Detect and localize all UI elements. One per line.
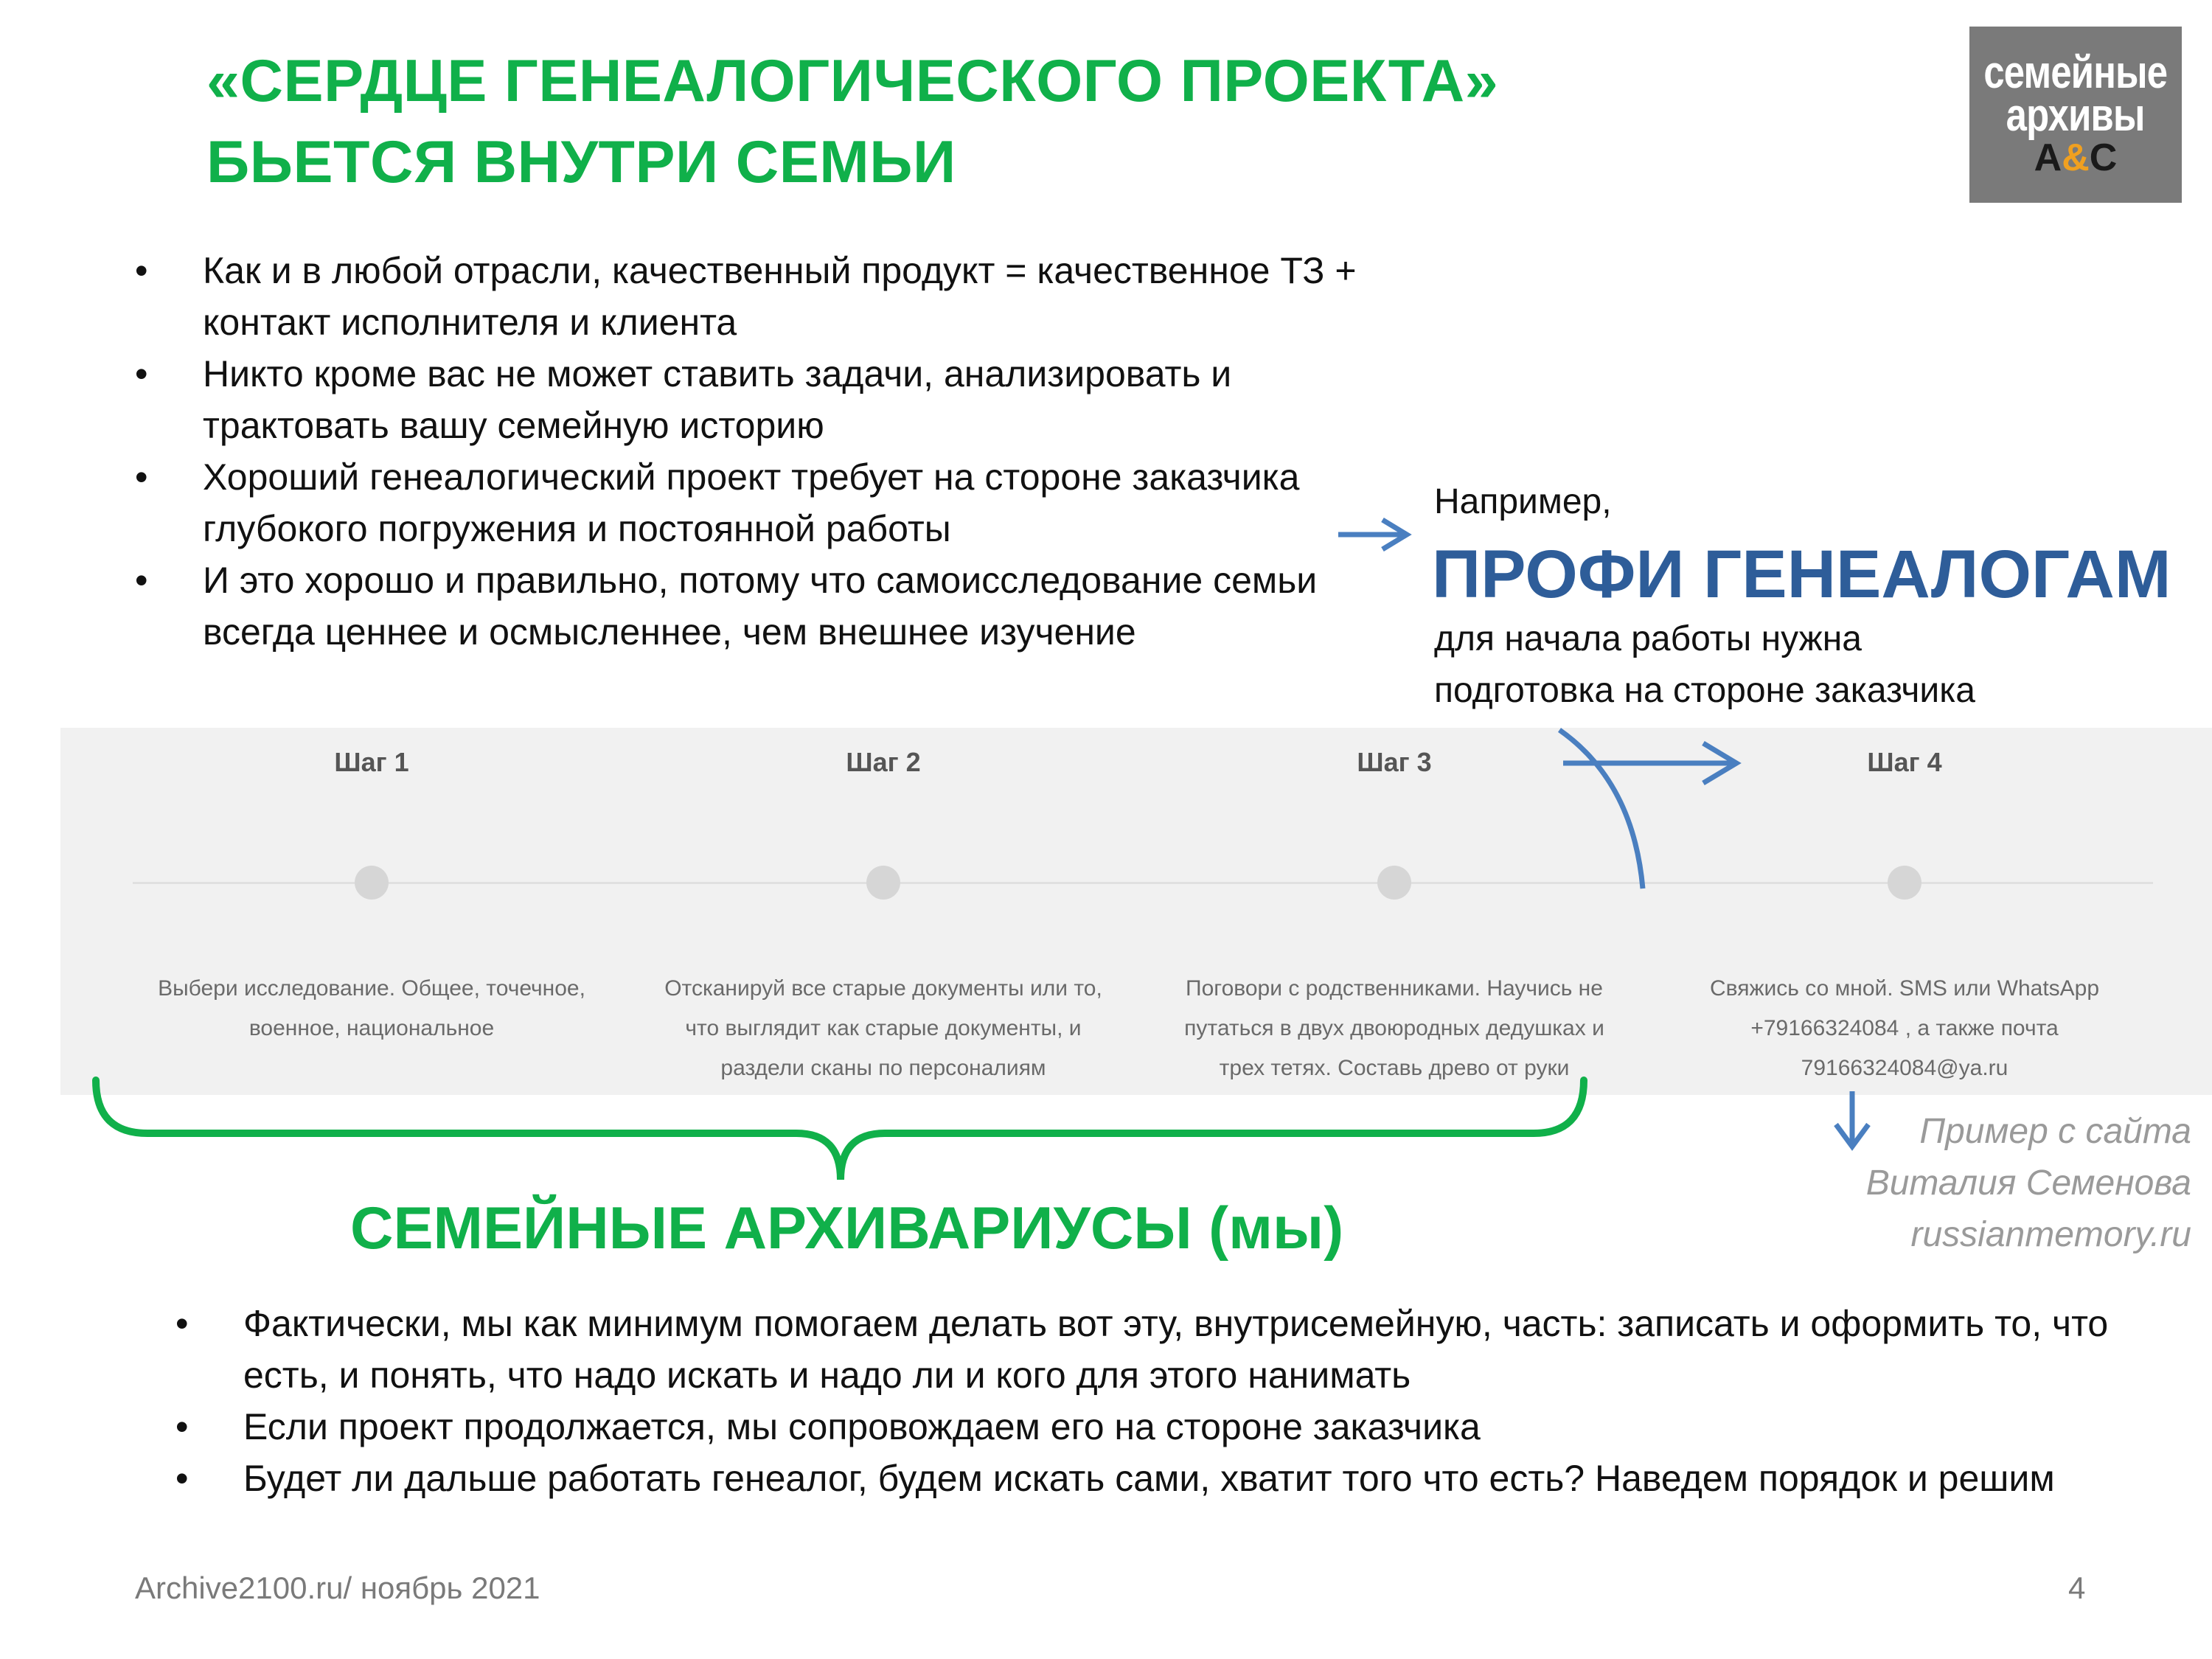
logo-line-2: архивы [2006, 89, 2145, 141]
step-4-dot [1888, 866, 1921, 900]
step-1-description [114, 969, 630, 1048]
list-item: • И это хорошо и правильно, потому что самоисследование семьи всегда ценнее и осмысленнее, чем внешнее изучение [203, 554, 1382, 658]
example-subtext-line-1: для начала работы нужна [1434, 619, 1862, 658]
step-4-description [1646, 969, 2163, 1088]
logo-line-1: семейные [1983, 46, 2168, 98]
step-1-dot [355, 866, 389, 900]
down-arrow-icon [1836, 1091, 1868, 1147]
source-line-2: Виталия Семенова [1865, 1164, 2191, 1203]
step-2-dot [866, 866, 900, 900]
timeline-line [133, 882, 2153, 884]
step-3 [1136, 747, 1652, 778]
list-item: • Как и в любой отрасли, качественный продукт = качественное ТЗ + контакт исполнителя и клиента [203, 245, 1382, 348]
list-item: • Хороший генеалогический проект требует на стороне заказчика глубокого погружения и постоянной работы [203, 451, 1382, 554]
step-title: Шаг 1 [334, 747, 409, 777]
slide-title-line-1: «СЕРДЦЕ ГЕНЕАЛОГИЧЕСКОГО ПРОЕКТА» [206, 48, 1499, 114]
logo-ampersand: & [2062, 136, 2090, 179]
logo-monogram [2034, 137, 2118, 178]
slide-title-line-2: БЬЕТСЯ ВНУТРИ СЕМЬИ [206, 129, 956, 195]
step-desc-line: Свяжись со мной. SMS или WhatsApp [1709, 976, 2100, 1001]
footer-text: Archive2100.ru/ ноябрь 2021 [135, 1571, 540, 1605]
step-desc-line: +79166324084 , а также почта [1750, 1016, 2059, 1040]
logo [1969, 27, 2182, 203]
step-desc-line: раздели сканы по персоналиям [720, 1056, 1046, 1080]
right-arrow-icon [1335, 516, 1416, 553]
step-desc-line: что выглядит как старые документы, и [685, 1016, 1082, 1040]
step-3-description [1136, 969, 1652, 1088]
step-desc-line: 79166324084@ya.ru [1801, 1056, 2008, 1080]
source-line-1: Пример с сайта [1919, 1112, 2191, 1151]
step-3-dot [1377, 866, 1411, 900]
step-1 [114, 747, 630, 778]
step-desc-line: Выбери исследование. Общее, точечное, [158, 976, 585, 1001]
source-caption [1866, 1106, 2191, 1261]
step-desc-line: трех тетях. Составь древо от руки [1219, 1056, 1570, 1080]
archivists-label: СЕМЕЙНЫЕ АРХИВАРИУСЫ (мы) [350, 1195, 1344, 1262]
logo-letter-c: C [2089, 136, 2118, 179]
source-line-3: russianmemory.ru [1910, 1215, 2191, 1254]
example-headline: ПРОФИ ГЕНЕАЛОГАМ [1432, 537, 2171, 612]
list-item: • Будет ли дальше работать генеалог, будем искать сами, хватит того что есть? Наведем порядок и решим [243, 1453, 2197, 1504]
step-desc-line: военное, национальное [248, 1016, 495, 1040]
logo-letter-a: A [2034, 136, 2062, 179]
step-title: Шаг 2 [846, 747, 921, 777]
step-title: Шаг 4 [1867, 747, 1942, 777]
example-label: Например, [1434, 482, 1612, 521]
bottom-bullet-list [243, 1298, 2197, 1504]
top-bullet-list [203, 245, 1382, 658]
step-4 [1646, 747, 2163, 778]
example-subtext [1434, 613, 1975, 717]
step-2-description [625, 969, 1141, 1088]
step-title: Шаг 3 [1357, 747, 1432, 777]
step-2 [625, 747, 1141, 778]
list-item: • Фактически, мы как минимум помогаем делать вот эту, внутрисемейную, часть: записать и оформить то, что есть, и понять, что надо искать и надо ли и кого для этого нанимать [243, 1298, 2197, 1401]
step-desc-line: Отсканируй все старые документы или то, [664, 976, 1102, 1001]
curly-brace-icon [96, 1080, 1584, 1180]
step-desc-line: Поговори с родственниками. Научись не [1186, 976, 1603, 1001]
list-item: • Никто кроме вас не может ставить задачи, анализировать и трактовать вашу семейную историю [203, 348, 1382, 451]
page-number: 4 [2068, 1571, 2086, 1605]
step-desc-line: путаться в двух двоюродных дедушках и [1184, 1016, 1604, 1040]
example-subtext-line-2: подготовка на стороне заказчика [1434, 671, 1975, 710]
list-item: • Если проект продолжается, мы сопровождаем его на стороне заказчика [243, 1401, 2197, 1453]
